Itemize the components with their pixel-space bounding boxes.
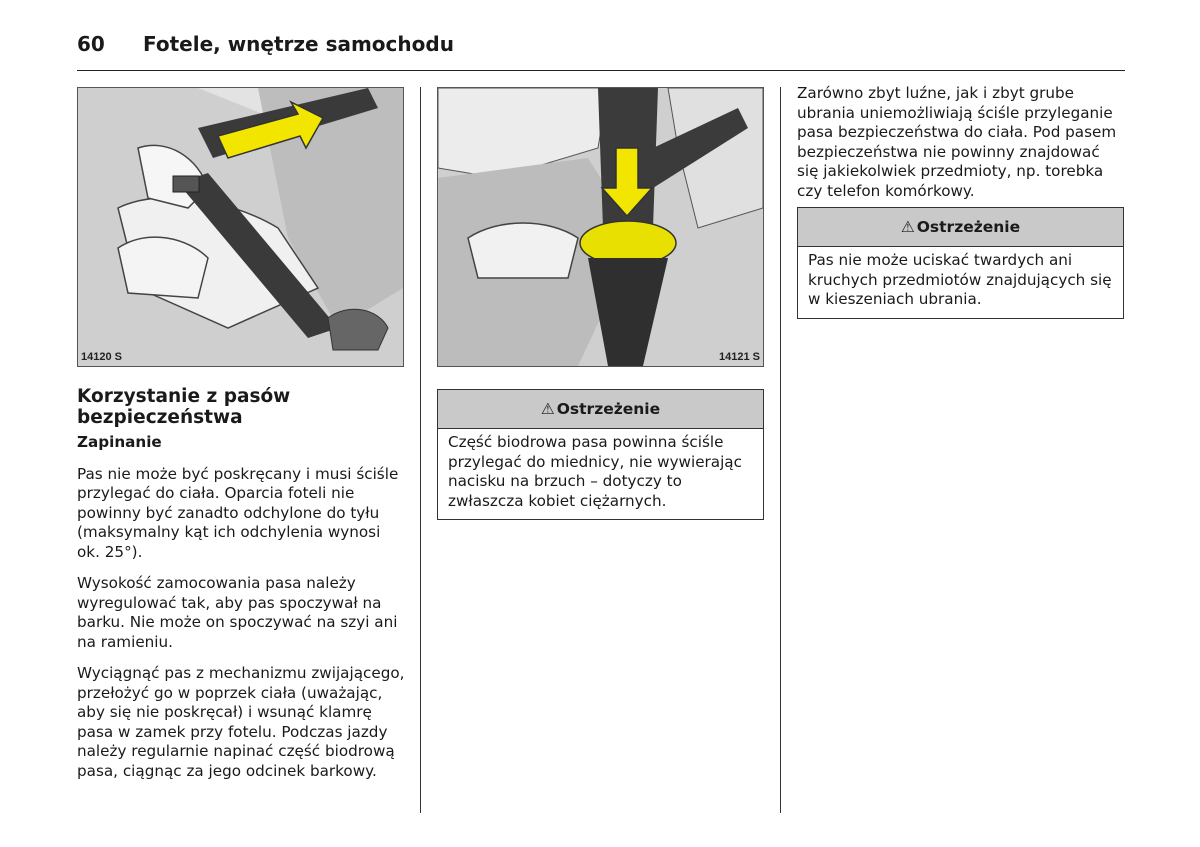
- column-divider-left: [420, 87, 421, 813]
- warning-title: Ostrzeżenie: [556, 400, 661, 418]
- warning-box: [797, 207, 1124, 319]
- page-title: Fotele, wnętrze samochodu: [143, 32, 454, 56]
- column-divider-right: [780, 87, 781, 813]
- section-heading: Korzystanie z pasów bezpieczeństwa: [77, 386, 291, 428]
- warning-text: Pas nie może uciskać twardych ani kruchych przedmiotów znajdujących się w kieszeniach ubrania.: [808, 251, 1112, 308]
- seatbelt-buckle-illustration: [438, 88, 763, 366]
- right-column-text: [797, 84, 1125, 213]
- left-column-text: [77, 433, 407, 793]
- warning-box: [437, 389, 764, 520]
- page-header: [77, 30, 1125, 71]
- paragraph: Zarówno zbyt luźne, jak i zbyt grube ubrania uniemożliwiają ściśle przyleganie pasa bezpieczeństwa do ciała. Pod pasem bezpieczeństwa nie powinny znajdować się jakiekolwiek przedmioty, np. torebka czy telefon komórkowy.: [797, 84, 1117, 200]
- paragraph: Wyciągnąć pas z mechanizmu zwijającego, przełożyć go w poprzek ciała (uważając, aby się nie poskręcał) i wsunąć klamrę pasa w zamek przy fotelu. Podczas jazdy należy regularnie napinać część biodrową pasa, ciągnąc za jego odcinek barkowy.: [77, 664, 405, 780]
- warning-triangle-icon: ⚠: [900, 218, 915, 236]
- figure-label: 14120 S: [81, 351, 122, 363]
- warning-text: Część biodrowa pasa powinna ściśle przylegać do miednicy, nie wywierając nacisku na brzuch – dotyczy to zwłaszcza kobiet ciężarnych.: [448, 433, 742, 510]
- warning-triangle-icon: ⚠: [540, 400, 555, 418]
- paragraph: Pas nie może być poskręcany i musi ściśle przylegać do ciała. Oparcia foteli nie powinny być zanadto odchylone do tyłu (maksymalny kąt ich odchylenia wynosi ok. 25°).: [77, 464, 399, 561]
- seatbelt-pull-illustration: [78, 88, 403, 366]
- page-number: 60: [77, 32, 105, 56]
- warning-header: [438, 390, 763, 429]
- figure-seatbelt-pull: [77, 87, 404, 367]
- paragraph: Wysokość zamocowania pasa należy wyregulować tak, aby pas spoczywał na barku. Nie może on spoczywać na szyi ani na ramieniu.: [77, 574, 398, 651]
- figure-seatbelt-buckle: [437, 87, 764, 367]
- warning-title: Ostrzeżenie: [916, 218, 1021, 236]
- subheading: Zapinanie: [77, 433, 162, 451]
- warning-header: [798, 208, 1123, 247]
- figure-label: 14121 S: [719, 351, 760, 363]
